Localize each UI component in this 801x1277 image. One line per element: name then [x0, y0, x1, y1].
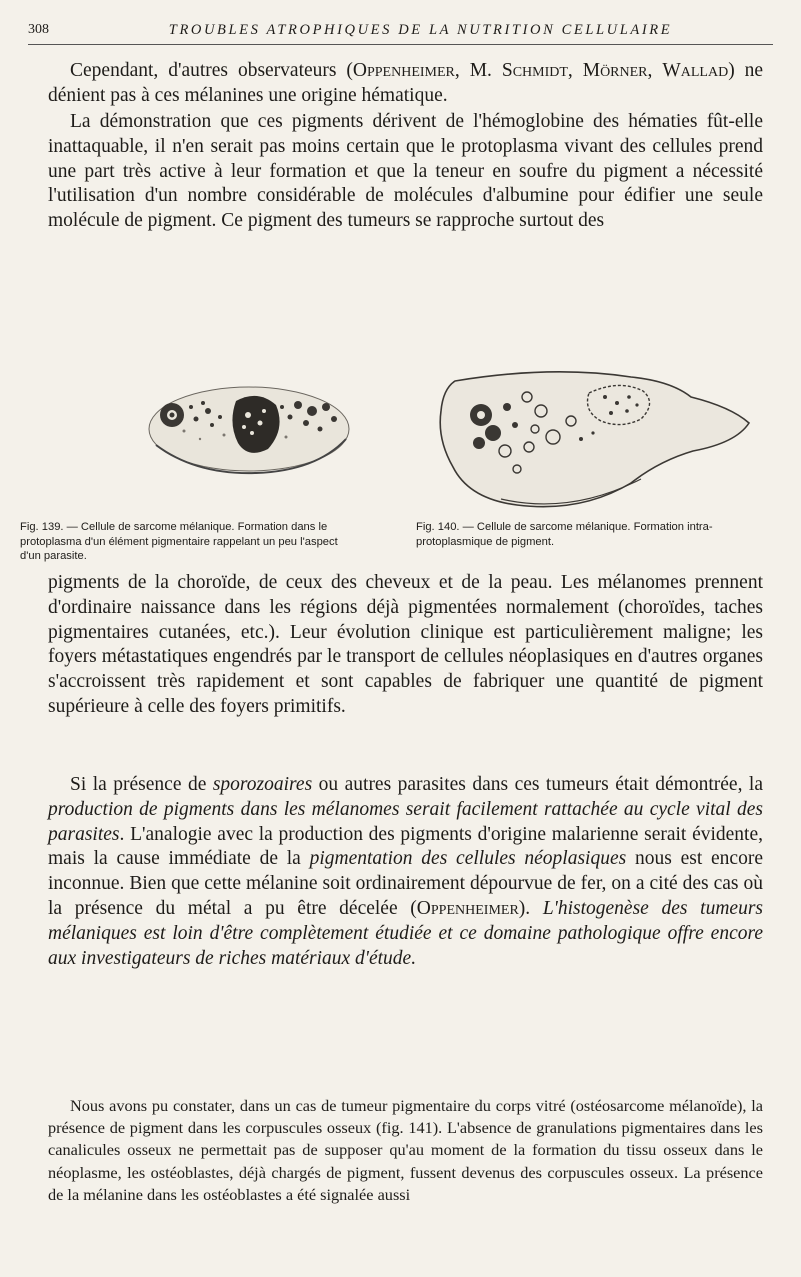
figure-139-caption: Fig. 139. — Cellule de sarcome mélanique. Formation dans le protoplasma d'un élément pigmentaire rappelant un peu l'aspect d'un parasite.: [20, 521, 338, 562]
author-name: Oppenheimer: [416, 897, 519, 919]
author-name: Oppenheimer: [352, 60, 455, 81]
running-title: TROUBLES ATROPHIQUES DE LA NUTRITION CELLULAIRE: [168, 22, 673, 38]
paragraph-2: La démonstration que ces pigments dérivent de l'hémoglobine des hématies fût-elle inattaquable, il n'en serait pas moins certain que le protoplasma vivant des cellules prend une part très active à leur formation et que la teneur en soufre du pigment a nécessité l'utilisation d'un nombre considérable de molécules d'albumine pour édifier une seule molécule de pigment. Ce pigment des tumeurs se rapproche surtout des: [48, 111, 763, 232]
author-name: Schmidt: [501, 60, 568, 81]
paragraph-3: pigments de la choroïde, de ceux des cheveux et de la peau. Les mélanomes prennent d'ordinaire naissance dans les régions déjà pigmentées normalement (choroïdes, taches pigmentaires cutanées, etc.). Leur évolution clinique est particulièrement maligne; les foyers métastatiques engendrés par le transport de cellules néoplasiques en d'autres organes s'accroissent très rapidement et sont capables de fabriquer une quantité de pigment supérieure à celle des foyers primitifs.: [48, 572, 763, 717]
author-name: Mörner: [582, 60, 648, 81]
paragraph-5: Nous avons pu constater, dans un cas de tumeur pigmentaire du corps vitré (ostéosarcome mélanoïde), la présence de pigment dans les corpuscules osseux (fig. 141). L'absence de granulations pigmentaires dans les canalicules osseux ne permettait pas de supposer qu'au moment de la formation du tissu osseux dans le néoplasme, les ostéoblastes, déjà chargés de pigment, fussent devenus des corpuscules osseux. La présence de la mélanine dans les ostéoblastes a été signalée aussi: [48, 1096, 763, 1204]
page-number: 308: [28, 22, 49, 37]
figure-140-illustration: [431, 367, 756, 517]
paragraph-4: Si la présence de sporozoaires ou autres parasites dans ces tumeurs était démontrée, la production de pigments dans les mélanomes serait facilement rattachée au cycle vital des parasites. L'analogie avec la production des pigments d'origine malarienne serait évidente, mais la cause immédiate de la pigmentation des cellules néoplasiques nous est encore inconnue. Bien que cette mélanine soit ordinairement dépourvue de fer, on a cité des cas où la présence du métal a pu être décelée (Oppenheimer). L'histogenèse des tumeurs mélaniques est loin d'être complètement étudiée et ce domaine pathologique offre encore aux investigateurs de riches matériaux d'étude.: [48, 774, 763, 969]
figures-row: [48, 367, 760, 517]
running-header: [28, 22, 773, 45]
author-name: Wallad: [662, 60, 729, 81]
paragraph-1: Cependant, d'autres observateurs (Oppenheimer, M. Schmidt, Mörner, Wallad) ne dénient pas à ces mélanines une origine hématique.: [48, 60, 764, 106]
figure-139-illustration: [136, 367, 362, 485]
figure-140-caption: Fig. 140. — Cellule de sarcome mélanique. Formation intra-protoplasmique de pigment.: [416, 521, 713, 548]
